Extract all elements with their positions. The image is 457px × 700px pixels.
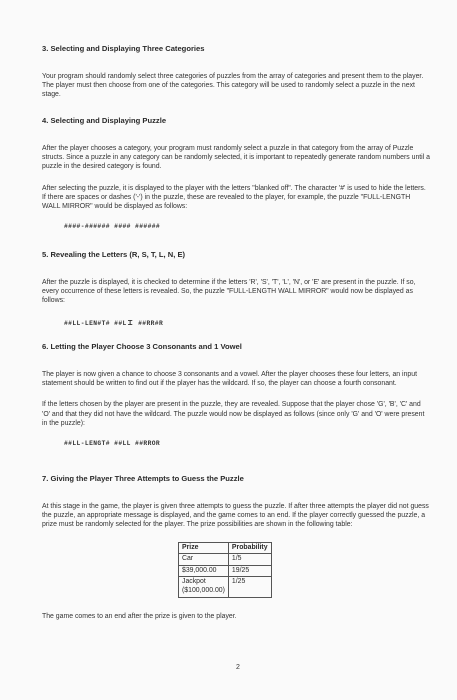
table-cell: $39,000.00 — [179, 565, 229, 577]
closing-paragraph: The game comes to an end after the prize is given to the player. — [42, 612, 237, 620]
section-heading: 7. Giving the Player Three Attempts to Guess the Puzzle — [42, 474, 244, 483]
section-paragraph: After the player chooses a category, your program must randomly select a puzzle in that category from the array of Puzzle structs. Since a puzzle in any category can be randomly selected, it is important to repeatedly generate random numbers until a puzzle in the desired category is found. — [42, 145, 430, 171]
text-cursor-icon: ⌶ — [127, 318, 133, 328]
table-row — [179, 577, 272, 597]
section-heading: 6. Letting the Player Choose 3 Consonants and 1 Vowel — [42, 342, 242, 351]
prize-table — [178, 542, 272, 598]
section-7 — [42, 474, 430, 633]
guessed-puzzle-example: ##LL-LENGT# ##LL ##RROR — [64, 440, 161, 448]
section-heading: 4. Selecting and Displaying Puzzle — [42, 116, 167, 125]
section-paragraph: At this stage in the game, the player is given three attempts to guess the puzzle. If after three attempts the player did not guess the puzzle, an appropriate message is displayed, and the game comes to an end. If the player correctly guessed the puzzle, a prize must be randomly selected for the player. The prize possibilities are shown in the following table: — [42, 503, 429, 529]
section-paragraph: After selecting the puzzle, it is displayed to the player with the letters "blanked off". The character '#' is used to hide the letters. If there are spaces or dashes ('-') in the puzzle, these are revealed to the player, for example, the puzzle "FULL-LENGTH WALL MIRROR" would be displayed as follows: — [42, 184, 426, 211]
revealed-puzzle-example — [64, 318, 430, 328]
section-paragraph: If the letters chosen by the player are present in the puzzle, they are revealed. Suppose that the player chose 'G', 'B', 'C' and 'O' and that they did not have the wildcard. The puzzle would now be displayed as follows (since only 'G' and 'O' were present in the puzzle): — [42, 401, 425, 427]
page-number: 2 — [236, 664, 240, 671]
table-row — [179, 565, 272, 577]
section-heading: 5. Revealing the Letters (R, S, T, L, N, E) — [42, 250, 186, 259]
section-4 — [42, 116, 430, 250]
example-right: ##RR#R — [133, 319, 164, 327]
section-6 — [42, 342, 430, 467]
section-paragraph: The player is now given a chance to choose 3 consonants and a vowel. After the player chooses these four letters, an input statement should be written to find out if the player has the wildcard. If so, the player can choose a fourth consonant. — [42, 371, 418, 388]
section-heading: 3. Selecting and Displaying Three Categories — [42, 44, 205, 53]
table-cell: 19/25 — [228, 565, 271, 577]
table-cell: Car — [179, 554, 229, 566]
table-header: Probability — [228, 542, 271, 554]
table-header-row — [179, 542, 272, 554]
section-paragraph: After the puzzle is displayed, it is checked to determine if the letters 'R', 'S', 'T', 'L', 'N', or 'E' are present in the puzzle. If so, every occurrence of these letters is revealed. So, the puzzle "FULL-LENGTH WALL MIRROR" would now be displayed as follows: — [42, 279, 416, 305]
example-left: ##LL-LEN#T# ##L — [64, 319, 127, 327]
table-cell: Jackpot ($100,000.00) — [179, 577, 229, 597]
table-header: Prize — [179, 542, 229, 554]
table-cell: 1/5 — [228, 554, 271, 566]
masked-puzzle-example: ####-###### #### ###### — [64, 223, 161, 231]
section-3 — [42, 44, 430, 112]
table-row — [179, 554, 272, 566]
section-5 — [42, 250, 430, 348]
table-cell: 1/25 — [228, 577, 271, 597]
section-paragraph: Your program should randomly select three categories of puzzles from the array of categories and present them to the player. The player must then choose from one of the categories. This category will be used to randomly select a puzzle in the next stage. — [42, 73, 424, 99]
